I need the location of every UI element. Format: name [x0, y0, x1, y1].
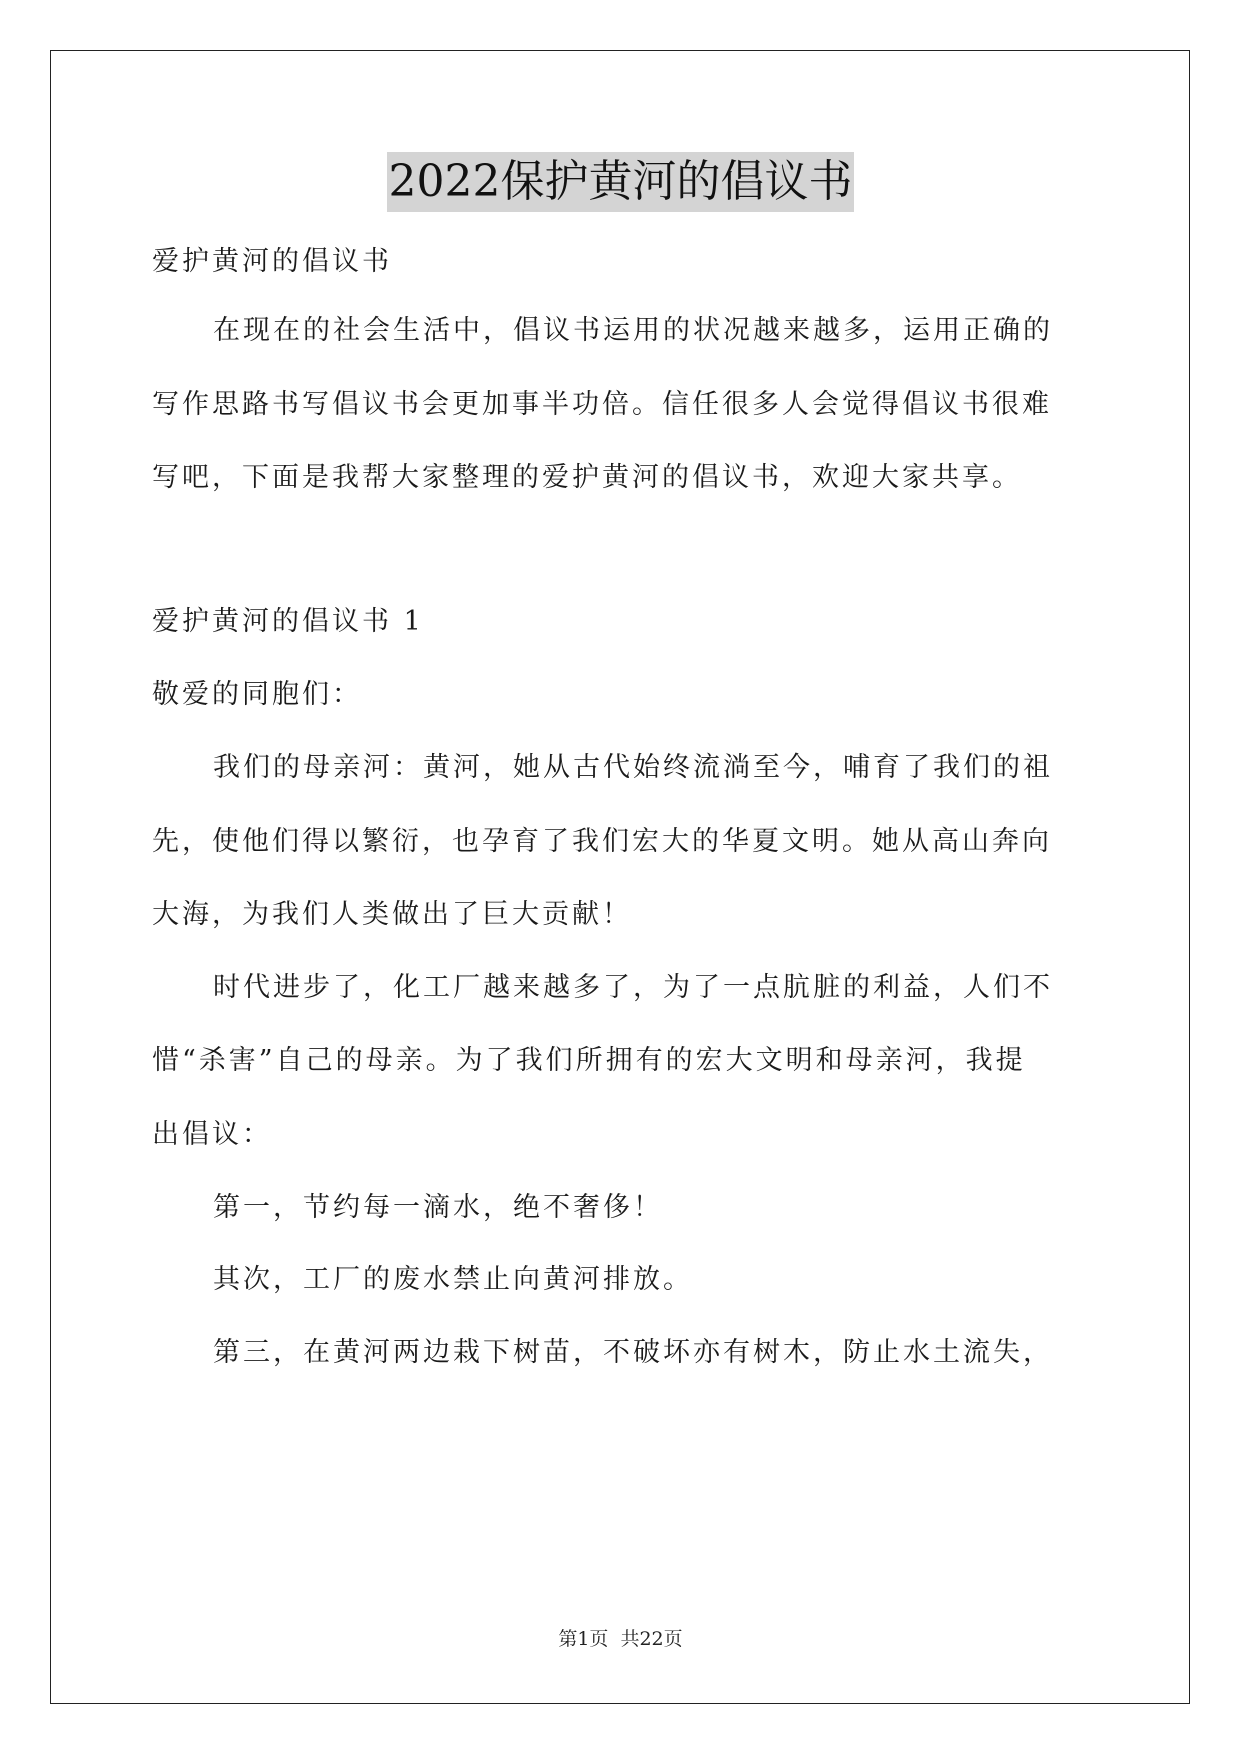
paragraph-line: 写作思路书写倡议书会更加事半功倍。信任很多人会觉得倡议书很难 [152, 389, 1052, 420]
paragraph-line: 写吧，下面是我帮大家整理的爱护黄河的倡议书，欢迎大家共享。 [152, 462, 1022, 493]
paragraph-line: 大海，为我们人类做出了巨大贡献！ [152, 899, 632, 930]
page-number: 第1页 [558, 1628, 609, 1650]
page-border [50, 50, 1190, 1704]
proposal-item: 第三，在黄河两边栽下树苗，不破坏亦有树木，防止水土流失， [213, 1337, 1053, 1368]
paragraph-line: 在现在的社会生活中，倡议书运用的状况越来越多，运用正确的 [213, 315, 1053, 346]
document-title: 2022保护黄河的倡议书 [387, 152, 855, 212]
paragraph-line: 先，使他们得以繁衍，也孕育了我们宏大的华夏文明。她从高山奔向 [152, 826, 1052, 857]
salutation: 敬爱的同胞们： [152, 679, 362, 710]
title-container [0, 152, 1241, 212]
total-pages: 共22页 [620, 1628, 683, 1650]
proposal-item: 其次，工厂的废水禁止向黄河排放。 [213, 1264, 693, 1295]
section-heading: 爱护黄河的倡议书 1 [152, 606, 424, 637]
proposal-item: 第一，节约每一滴水，绝不奢侈！ [213, 1192, 663, 1223]
intro-heading: 爱护黄河的倡议书 [152, 246, 392, 277]
paragraph-line: 出倡议： [152, 1119, 272, 1150]
paragraph-line: 时代进步了，化工厂越来越多了，为了一点肮脏的利益，人们不 [213, 972, 1053, 1003]
paragraph-line: 惜“杀害”自己的母亲。为了我们所拥有的宏大文明和母亲河，我提 [152, 1045, 1026, 1076]
page-footer [0, 1626, 1241, 1652]
paragraph-line: 我们的母亲河：黄河，她从古代始终流淌至今，哺育了我们的祖 [213, 752, 1053, 783]
